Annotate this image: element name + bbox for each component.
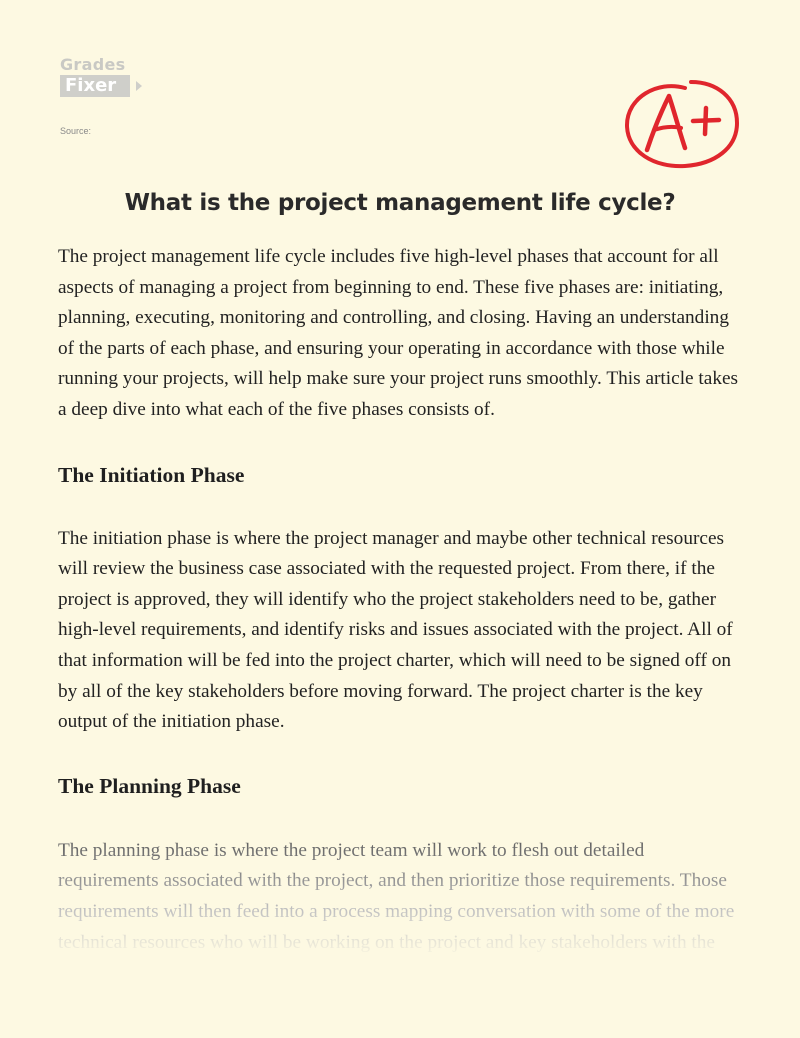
logo-arrow-icon [136, 81, 142, 91]
section-heading-initiation: The Initiation Phase [58, 462, 245, 487]
article-body [58, 242, 748, 984]
section-body-planning-faded: The planning phase is where the project team will work to flesh out detailed requirements associated with the project, and then prioritize those requirements. Those requirements will then feed into a process mapping conversation with some of the more technical resources who will be working on the project and key stakeholders with the intent of fleshing out all of more granular details about the functionality associated with [58, 836, 748, 960]
intro-paragraph: The project management life cycle includes five high-level phases that account for all aspects of managing a project from beginning to end. These five phases are: initiating, planning, executing, monitoring and controlling, and closing. Having an understanding of the parts of each phase, and ensuring your operating in accordance with those while running your projects, will help make sure your project runs smoothly. This article takes a deep dive into what each of the five phases consists of. [58, 246, 739, 420]
section-heading-planning: The Planning Phase [58, 773, 241, 798]
gradesfixer-logo[interactable] [60, 56, 160, 97]
source-label: Source: [60, 126, 92, 136]
logo-box-row [60, 75, 160, 97]
logo-text-top: Grades [60, 55, 126, 74]
section-body-initiation: The initiation phase is where the project manager and maybe other technical resources will review the business case associated with the requested project. From there, if the project is approved, they will identify who the project stakeholders need to be, gather high-level requirements, and identify risks and issues associated with the project. All of that information will be fed into the project charter, which will need to be signed off on by all of the key stakeholders before moving forward. The project charter is the key output of the initiation phase. [58, 527, 733, 733]
article-title: What is the project management life cycle? [124, 190, 676, 216]
logo-text-bottom: Fixer [60, 75, 130, 97]
grade-a-plus-stamp [617, 68, 745, 174]
